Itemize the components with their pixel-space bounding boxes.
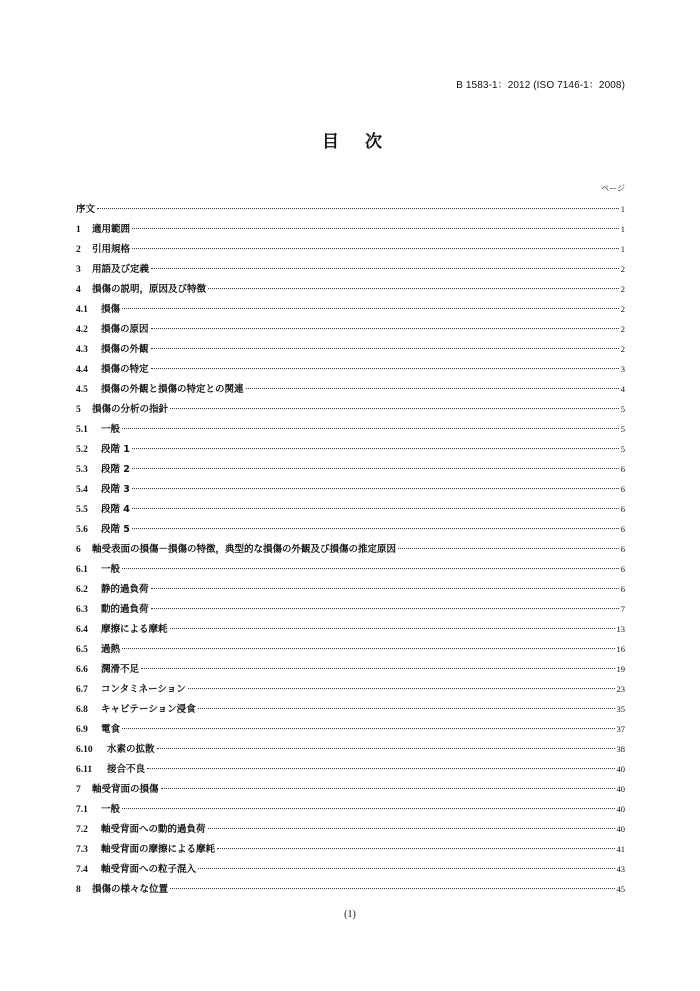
toc-entry-number: 4.1 [76, 305, 88, 315]
toc-entry[interactable] [76, 319, 625, 339]
toc-entry-page: 38 [616, 744, 625, 754]
toc-entry[interactable] [76, 279, 625, 299]
toc-entry-page: 2 [620, 304, 625, 314]
toc-entry-title: 損傷の外観 [101, 344, 149, 355]
toc-entry-page: 5 [620, 444, 625, 454]
page-title: 目 次 [322, 132, 392, 152]
toc-entry-number: 5.1 [76, 425, 88, 435]
toc-entry-page: 4 [620, 384, 625, 394]
toc-entry-page: 16 [616, 644, 625, 654]
toc-entry-page: 2 [620, 324, 625, 334]
toc-entry-number: 6.7 [76, 685, 88, 695]
toc-entry-page: 7 [620, 604, 625, 614]
toc-entry[interactable] [76, 799, 625, 819]
toc-entry[interactable] [76, 699, 625, 719]
toc-entry[interactable] [76, 759, 625, 779]
dot-leader [151, 268, 619, 269]
toc-entry-page: 40 [616, 784, 625, 794]
toc-entry-title: 損傷の特定 [101, 364, 149, 375]
toc-entry-number: 5.4 [76, 485, 88, 495]
toc-entry-number: 1 [76, 225, 81, 235]
toc-entry-number: 6.9 [76, 725, 88, 735]
toc-entry-page: 6 [620, 564, 625, 574]
toc-entry-page: 2 [620, 264, 625, 274]
dot-leader [151, 348, 619, 349]
toc-entry-page: 23 [616, 684, 625, 694]
toc-entry[interactable] [76, 219, 625, 239]
toc-entry-title: 軸受背面への粒子混入 [101, 864, 197, 875]
toc-entry-number: 7.3 [76, 845, 88, 855]
dot-leader [132, 528, 619, 529]
toc-entry-number: 6 [76, 545, 81, 555]
toc-entry-title: 一般 [101, 564, 121, 575]
toc-entry-title: 静的過負荷 [101, 584, 149, 595]
toc-entry[interactable] [76, 519, 625, 539]
toc-entry[interactable] [76, 739, 625, 759]
toc-entry-number: 6.3 [76, 605, 88, 615]
toc-entry-page: 2 [620, 284, 625, 294]
toc-entry-number: 6.4 [76, 625, 88, 635]
toc-entry-page: 1 [620, 224, 625, 234]
dot-leader [132, 448, 619, 449]
toc-entry-title: 軸受背面の損傷 [92, 784, 159, 795]
dot-leader [122, 728, 614, 729]
toc-entry-title: 損傷の原因 [101, 324, 149, 335]
toc-entry-title: 軸受背面への動的過負荷 [101, 824, 206, 835]
dot-leader [122, 648, 614, 649]
dot-leader [132, 228, 619, 229]
toc-entry-title: 接合不良 [107, 764, 146, 775]
toc-entry-title: 段階 2 [101, 464, 130, 475]
toc-entry-page: 6 [620, 544, 625, 554]
toc-entry-title: 段階 5 [101, 524, 130, 535]
toc-entry-number: 7 [76, 785, 81, 795]
toc-entry-title: 一般 [101, 804, 121, 815]
dot-leader [217, 848, 614, 849]
toc-entry-number: 7.1 [76, 805, 88, 815]
toc-entry-title: 用語及び定義 [92, 264, 150, 275]
toc-entry-title: 一般 [101, 424, 121, 435]
toc-entry-page: 6 [620, 524, 625, 534]
toc-entry[interactable] [76, 199, 625, 219]
dot-leader [198, 708, 615, 709]
toc-entry[interactable] [76, 399, 625, 419]
toc-entry[interactable] [76, 239, 625, 259]
toc-entry-page: 40 [616, 804, 625, 814]
toc-entry-page: 1 [620, 204, 625, 214]
toc-entry-number: 5.5 [76, 505, 88, 515]
dot-leader [132, 248, 619, 249]
toc-entry-number: 4 [76, 285, 81, 295]
toc-entry-number: 6.11 [76, 765, 93, 775]
dot-leader [151, 608, 619, 609]
toc-entry-number: 6.1 [76, 565, 88, 575]
toc-entry[interactable] [76, 579, 625, 599]
toc-entry-page: 43 [616, 864, 625, 874]
toc-entry-number: 5.6 [76, 525, 88, 535]
toc-entry[interactable] [76, 819, 625, 839]
dot-leader [97, 208, 619, 209]
dot-leader [188, 688, 615, 689]
toc-entry[interactable] [76, 859, 625, 879]
toc-entry-page: 35 [616, 704, 625, 714]
toc-entry-title: 損傷の分析の指針 [92, 404, 169, 415]
dot-leader [122, 568, 619, 569]
toc-entry-number: 6.2 [76, 585, 88, 595]
dot-leader [170, 888, 614, 889]
toc-entry-page: 6 [620, 584, 625, 594]
toc-entry-page: 40 [616, 764, 625, 774]
toc-entry-page: 19 [616, 664, 625, 674]
dot-leader [208, 828, 615, 829]
toc-entry-page: 37 [616, 724, 625, 734]
toc-entry[interactable] [76, 439, 625, 459]
dot-leader [157, 748, 615, 749]
dot-leader [151, 368, 619, 369]
dot-leader [132, 468, 619, 469]
toc-entry-title: 摩擦による摩耗 [101, 624, 168, 635]
toc-entry-title: 引用規格 [92, 244, 131, 255]
dot-leader [132, 488, 619, 489]
dot-leader [122, 808, 614, 809]
toc-entry-page: 13 [616, 624, 625, 634]
toc-entry[interactable] [76, 839, 625, 859]
dot-leader [122, 428, 619, 429]
toc-entry-number: 4.4 [76, 365, 88, 375]
toc-entry-number: 5.2 [76, 445, 88, 455]
dot-leader [398, 548, 619, 549]
toc-entry-page: 41 [616, 844, 625, 854]
dot-leader [147, 768, 614, 769]
toc-entry-number: 5 [76, 405, 81, 415]
toc-entry-title: キャビテーション浸食 [101, 704, 196, 715]
toc-entry-number: 4.3 [76, 345, 88, 355]
toc-entry-title: 潤滑不足 [101, 664, 140, 675]
toc-entry[interactable] [76, 639, 625, 659]
toc-entry-number: 7.2 [76, 825, 88, 835]
toc-entry-number: 6.5 [76, 645, 88, 655]
toc-entry-page: 40 [616, 824, 625, 834]
dot-leader [246, 388, 619, 389]
toc-entry[interactable] [76, 679, 625, 699]
toc-entry[interactable] [76, 359, 625, 379]
toc-entry-page: 5 [620, 424, 625, 434]
toc-entry-number: 6.10 [76, 745, 93, 755]
toc-entry[interactable] [76, 539, 625, 559]
toc-entry[interactable] [76, 599, 625, 619]
dot-leader [122, 308, 619, 309]
toc-entry[interactable] [76, 499, 625, 519]
toc-entry[interactable] [76, 459, 625, 479]
toc-entry-title: 段階 3 [101, 484, 130, 495]
toc-entry-page: 6 [620, 484, 625, 494]
document-code: B 1583-1：2012 (ISO 7146-1：2008) [456, 80, 625, 91]
toc-entry[interactable] [76, 619, 625, 639]
toc-entry-page: 6 [620, 464, 625, 474]
toc-entry-title: 過熱 [101, 644, 121, 655]
dot-leader [132, 508, 619, 509]
toc-entry-title: 電食 [101, 724, 121, 735]
toc-entry-number: 6.6 [76, 665, 88, 675]
dot-leader [198, 868, 614, 869]
toc-entry[interactable] [76, 419, 625, 439]
toc-entry-title: 損傷の様々な位置 [92, 884, 169, 895]
toc-entry-number: 7.4 [76, 865, 88, 875]
toc-entry[interactable] [76, 879, 625, 899]
dot-leader [208, 288, 619, 289]
toc-entry[interactable] [76, 559, 625, 579]
toc-entry-page: 2 [620, 344, 625, 354]
toc-entry-page: 45 [616, 884, 625, 894]
toc-entry[interactable] [76, 719, 625, 739]
toc-entry-title: 損傷 [101, 304, 121, 315]
toc-entry[interactable] [76, 259, 625, 279]
toc-entry-title: 損傷の説明，原因及び特徴 [92, 284, 207, 295]
dot-leader [170, 628, 615, 629]
toc-entry[interactable] [76, 339, 625, 359]
toc-entry-number: 4.5 [76, 385, 88, 395]
toc-entry-title: 段階 4 [101, 504, 130, 515]
toc-entry[interactable] [76, 379, 625, 399]
toc-entry-title: 軸受背面の摩擦による摩耗 [101, 844, 216, 855]
toc-entry-number: 8 [76, 885, 81, 895]
toc-entry-title: 損傷の外観と損傷の特定との関連 [101, 384, 244, 395]
page-number-footer: (1) [344, 909, 356, 920]
toc-entry-number: 4.2 [76, 325, 88, 335]
dot-leader [161, 788, 615, 789]
toc-entry-page: 1 [620, 244, 625, 254]
page-column-label: ページ [601, 184, 625, 193]
toc-entry-title: 水素の拡散 [107, 744, 155, 755]
dot-leader [141, 668, 614, 669]
dot-leader [170, 408, 619, 409]
table-of-contents [76, 199, 625, 899]
dot-leader [151, 328, 619, 329]
toc-entry-number: 5.3 [76, 465, 88, 475]
toc-entry-title: 軸受表面の損傷－損傷の特徴，典型的な損傷の外観及び損傷の推定原因 [92, 544, 397, 555]
toc-entry[interactable] [76, 779, 625, 799]
toc-entry-page: 3 [620, 364, 625, 374]
toc-entry-title: 段階 1 [101, 444, 130, 455]
toc-entry-title: 序文 [76, 204, 96, 215]
toc-entry[interactable] [76, 659, 625, 679]
toc-entry[interactable] [76, 479, 625, 499]
toc-entry-number: 2 [76, 245, 81, 255]
toc-entry[interactable] [76, 299, 625, 319]
toc-entry-number: 3 [76, 265, 81, 275]
toc-entry-title: コンタミネーション [101, 684, 186, 695]
toc-entry-title: 適用範囲 [92, 224, 131, 235]
toc-entry-page: 5 [620, 404, 625, 414]
toc-entry-page: 6 [620, 504, 625, 514]
dot-leader [151, 588, 619, 589]
toc-entry-number: 6.8 [76, 705, 88, 715]
toc-entry-title: 動的過負荷 [101, 604, 149, 615]
